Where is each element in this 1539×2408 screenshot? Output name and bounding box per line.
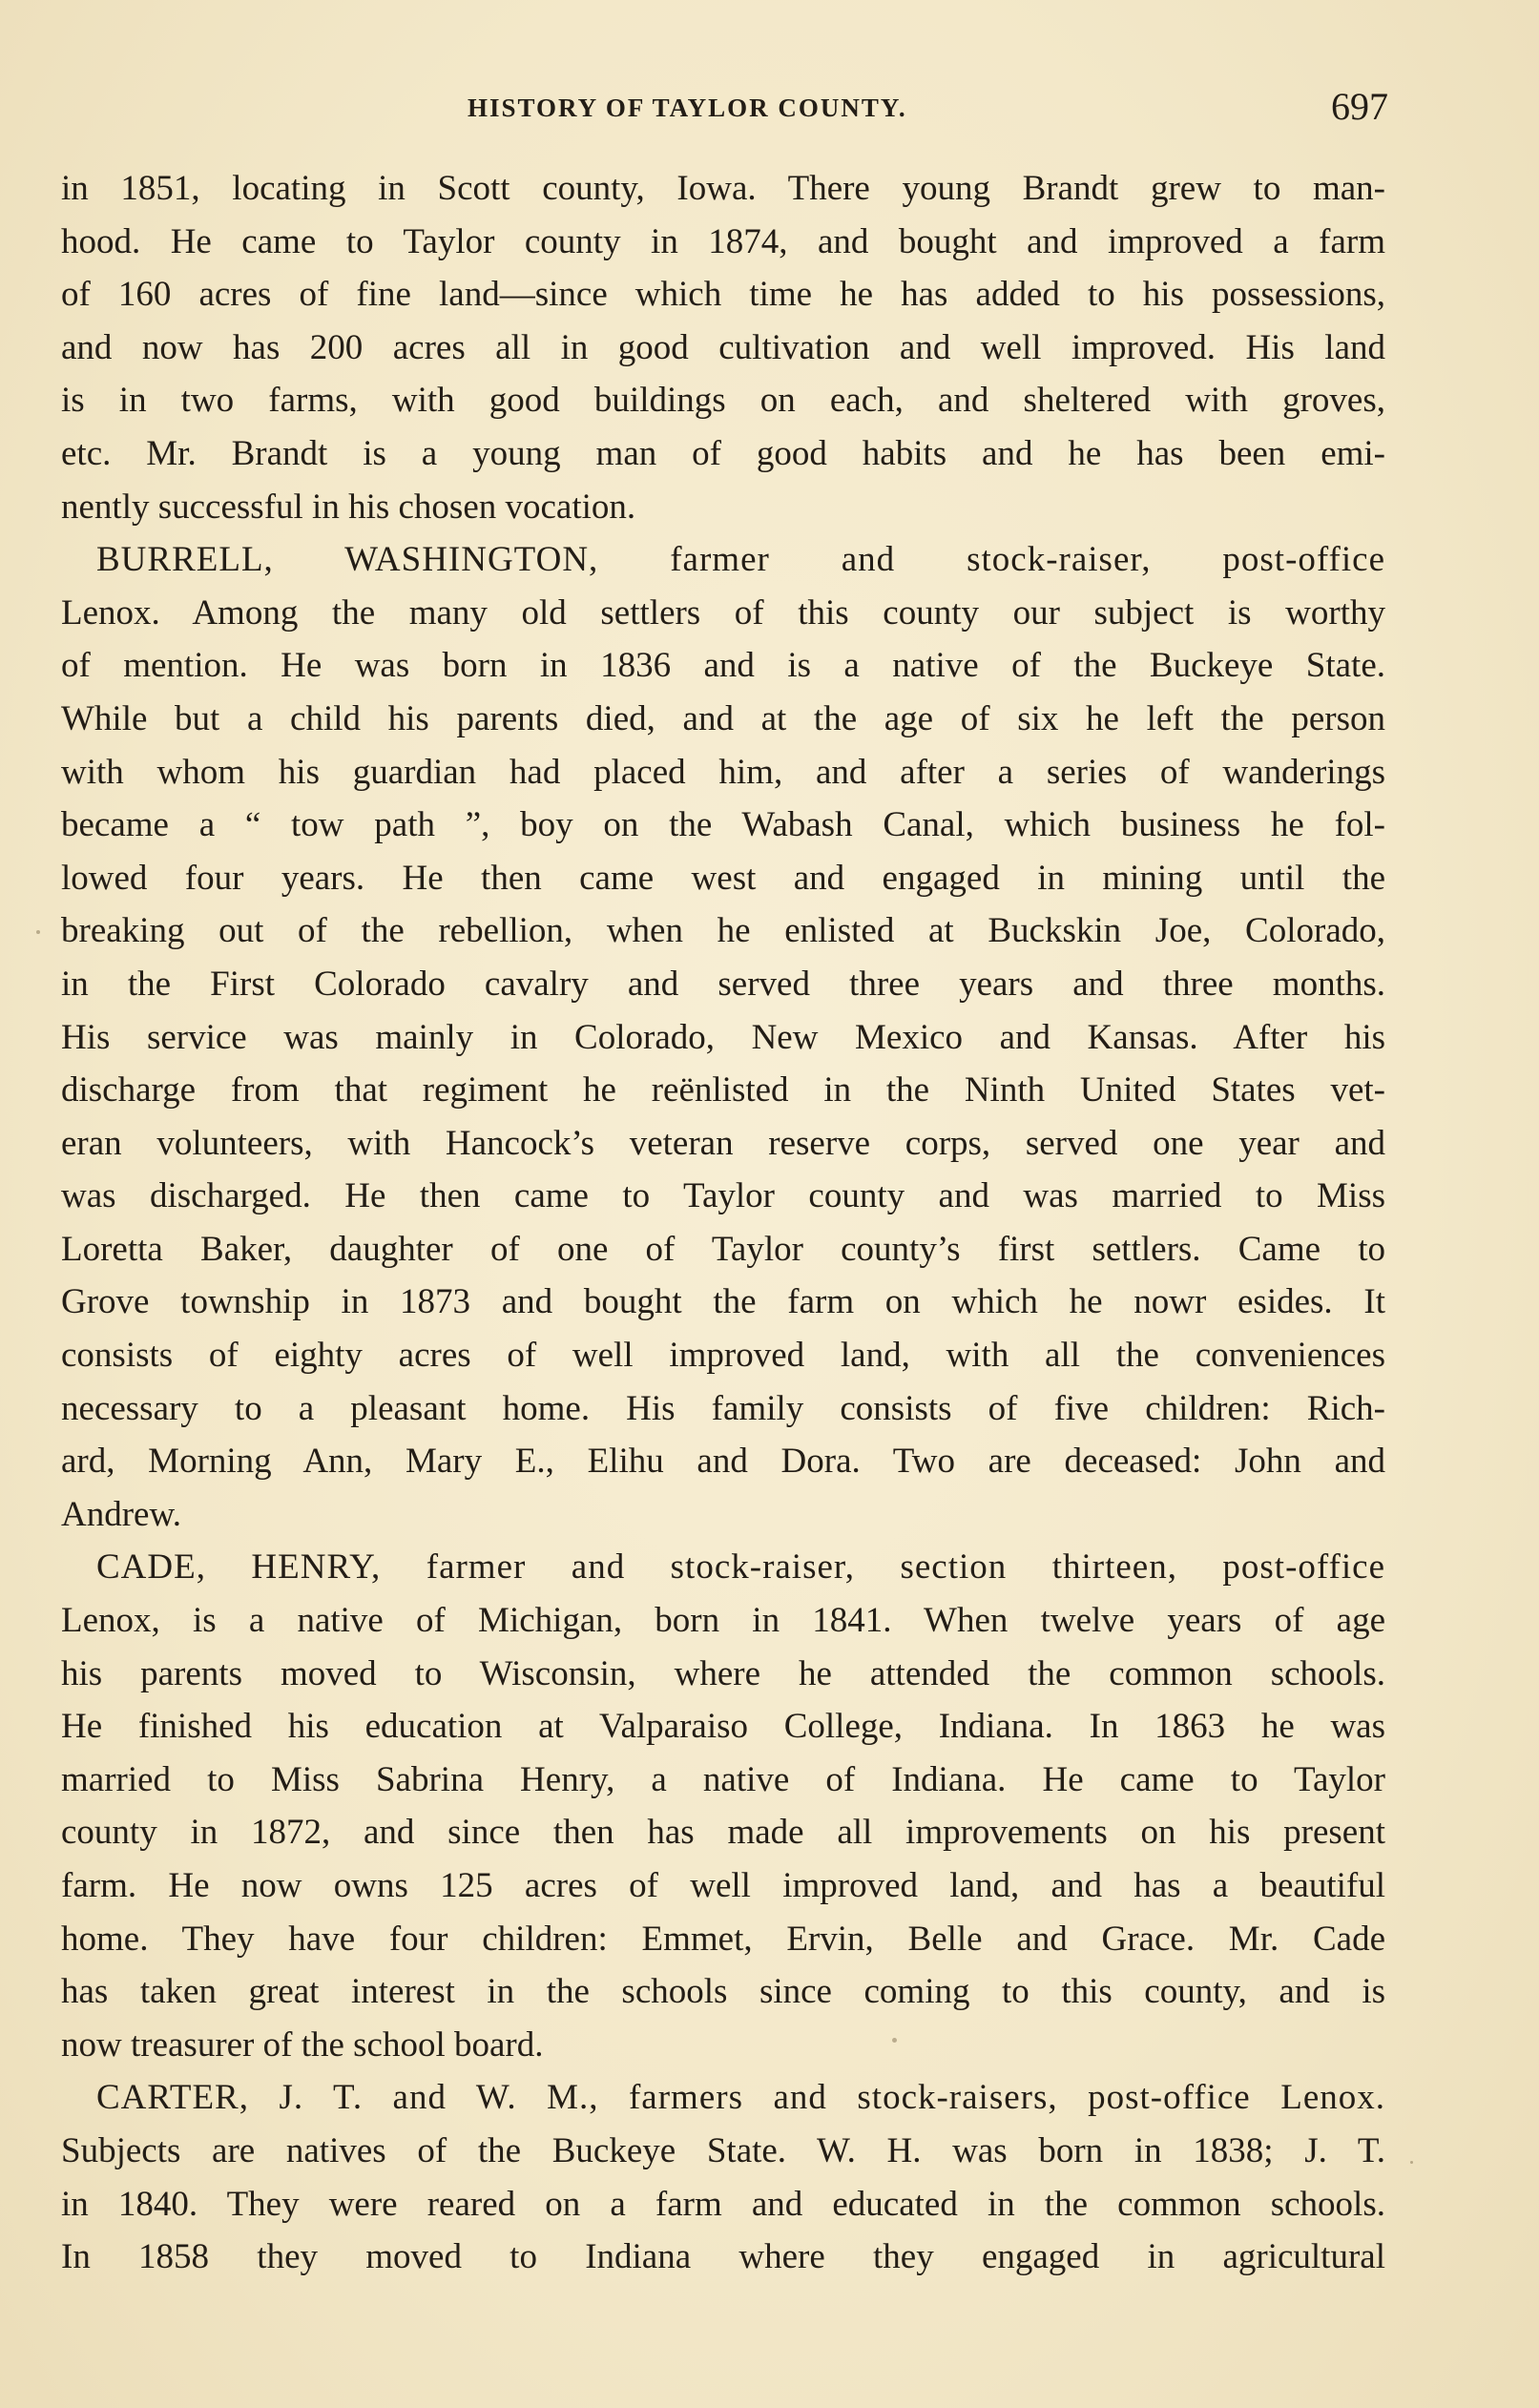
text-line: his parents moved to Wisconsin, where he attended the common schools. <box>61 1653 1385 1693</box>
text-line: In 1858 they moved to Indiana where they engaged in agricultural <box>61 2237 1385 2277</box>
text-line: Lenox. Among the many old settlers of this county our subject is worthy <box>61 592 1385 633</box>
text-line: etc. Mr. Brandt is a young man of good habits and he has been emi- <box>61 433 1385 473</box>
entry-heading-line: CADE, HENRY, farmer and stock-raiser, section thirteen, post-office <box>96 1547 1385 1588</box>
text-line: is in two farms, with good buildings on each, and sheltered with groves, <box>61 381 1385 421</box>
text-line: Subjects are natives of the Buckeye State. W. H. was born in 1838; J. T. <box>61 2130 1385 2170</box>
text-line: farm. He now owns 125 acres of well improved land, and has a beautiful <box>61 1866 1385 1905</box>
text-line: While but a child his parents died, and at the age of six he left the person <box>61 698 1385 738</box>
text-line: home. They have four children: Emmet, Ervin, Belle and Grace. Mr. Cade <box>61 1919 1385 1959</box>
text-line: county in 1872, and since then has made all improvements on his present <box>61 1813 1385 1853</box>
text-line: in the First Colorado cavalry and served three years and three months. <box>61 964 1385 1004</box>
text-line: now treasurer of the school board. <box>61 2024 544 2065</box>
text-line: He finished his education at Valparaiso College, Indiana. In 1863 he was <box>61 1707 1385 1747</box>
entry-heading-line: CARTER, J. T. and W. M., farmers and stock-raisers, post-office Lenox. <box>96 2078 1385 2118</box>
text-line: of mention. He was born in 1836 and is a native of the Buckeye State. <box>61 646 1385 686</box>
text-line: Andrew. <box>61 1494 182 1534</box>
text-line: Loretta Baker, daughter of one of Taylor county’s first settlers. Came to <box>61 1229 1385 1269</box>
text-line: Grove township in 1873 and bought the farm on which he nowr esides. It <box>61 1282 1385 1322</box>
entry-heading-line: BURRELL, WASHINGTON, farmer and stock-raiser, post-office <box>96 540 1385 580</box>
text-line: hood. He came to Taylor county in 1874, and bought and improved a farm <box>61 221 1385 261</box>
paper-speck <box>1410 2161 1413 2164</box>
text-line: was discharged. He then came to Taylor county and was married to Miss <box>61 1176 1385 1216</box>
text-line: has taken great interest in the schools since coming to this county, and is <box>61 1972 1385 2012</box>
text-line: of 160 acres of fine land—since which time he has added to his possessions, <box>61 275 1385 315</box>
text-line: with whom his guardian had placed him, and after a series of wanderings <box>61 752 1385 792</box>
text-line: and now has 200 acres all in good cultivation and well improved. His land <box>61 327 1385 367</box>
text-line: in 1840. They were reared on a farm and educated in the common schools. <box>61 2184 1385 2224</box>
paper-speck <box>36 930 40 934</box>
text-line: became a “ tow path ”, boy on the Wabash Canal, which business he fol- <box>61 805 1385 845</box>
text-line: consists of eighty acres of well improved land, with all the conveniences <box>61 1336 1385 1376</box>
text-line: His service was mainly in Colorado, New Mexico and Kansas. After his <box>61 1017 1385 1057</box>
text-line: discharge from that regiment he reënlisted in the Ninth United States vet- <box>61 1070 1385 1111</box>
text-line: necessary to a pleasant home. His family consists of five children: Rich- <box>61 1388 1385 1428</box>
text-line: in 1851, locating in Scott county, Iowa. There young Brandt grew to man- <box>61 169 1385 208</box>
page-number: 697 <box>1331 85 1388 128</box>
text-line: breaking out of the rebellion, when he enlisted at Buckskin Joe, Colorado, <box>61 911 1385 951</box>
body-text <box>61 162 1385 2284</box>
running-header <box>0 84 1539 132</box>
text-line: married to Miss Sabrina Henry, a native of Indiana. He came to Taylor <box>61 1759 1385 1799</box>
paper-speck <box>892 2038 897 2043</box>
text-line: nently successful in his chosen vocation. <box>61 487 636 527</box>
text-line: Lenox, is a native of Michigan, born in 1841. When twelve years of age <box>61 1601 1385 1641</box>
running-title: HISTORY OF TAYLOR COUNTY. <box>468 93 907 122</box>
text-line: eran volunteers, with Hancock’s veteran reserve corps, served one year and <box>61 1123 1385 1163</box>
text-line: lowed four years. He then came west and engaged in mining until the <box>61 858 1385 898</box>
text-line: ard, Morning Ann, Mary E., Elihu and Dora. Two are deceased: John and <box>61 1442 1385 1482</box>
